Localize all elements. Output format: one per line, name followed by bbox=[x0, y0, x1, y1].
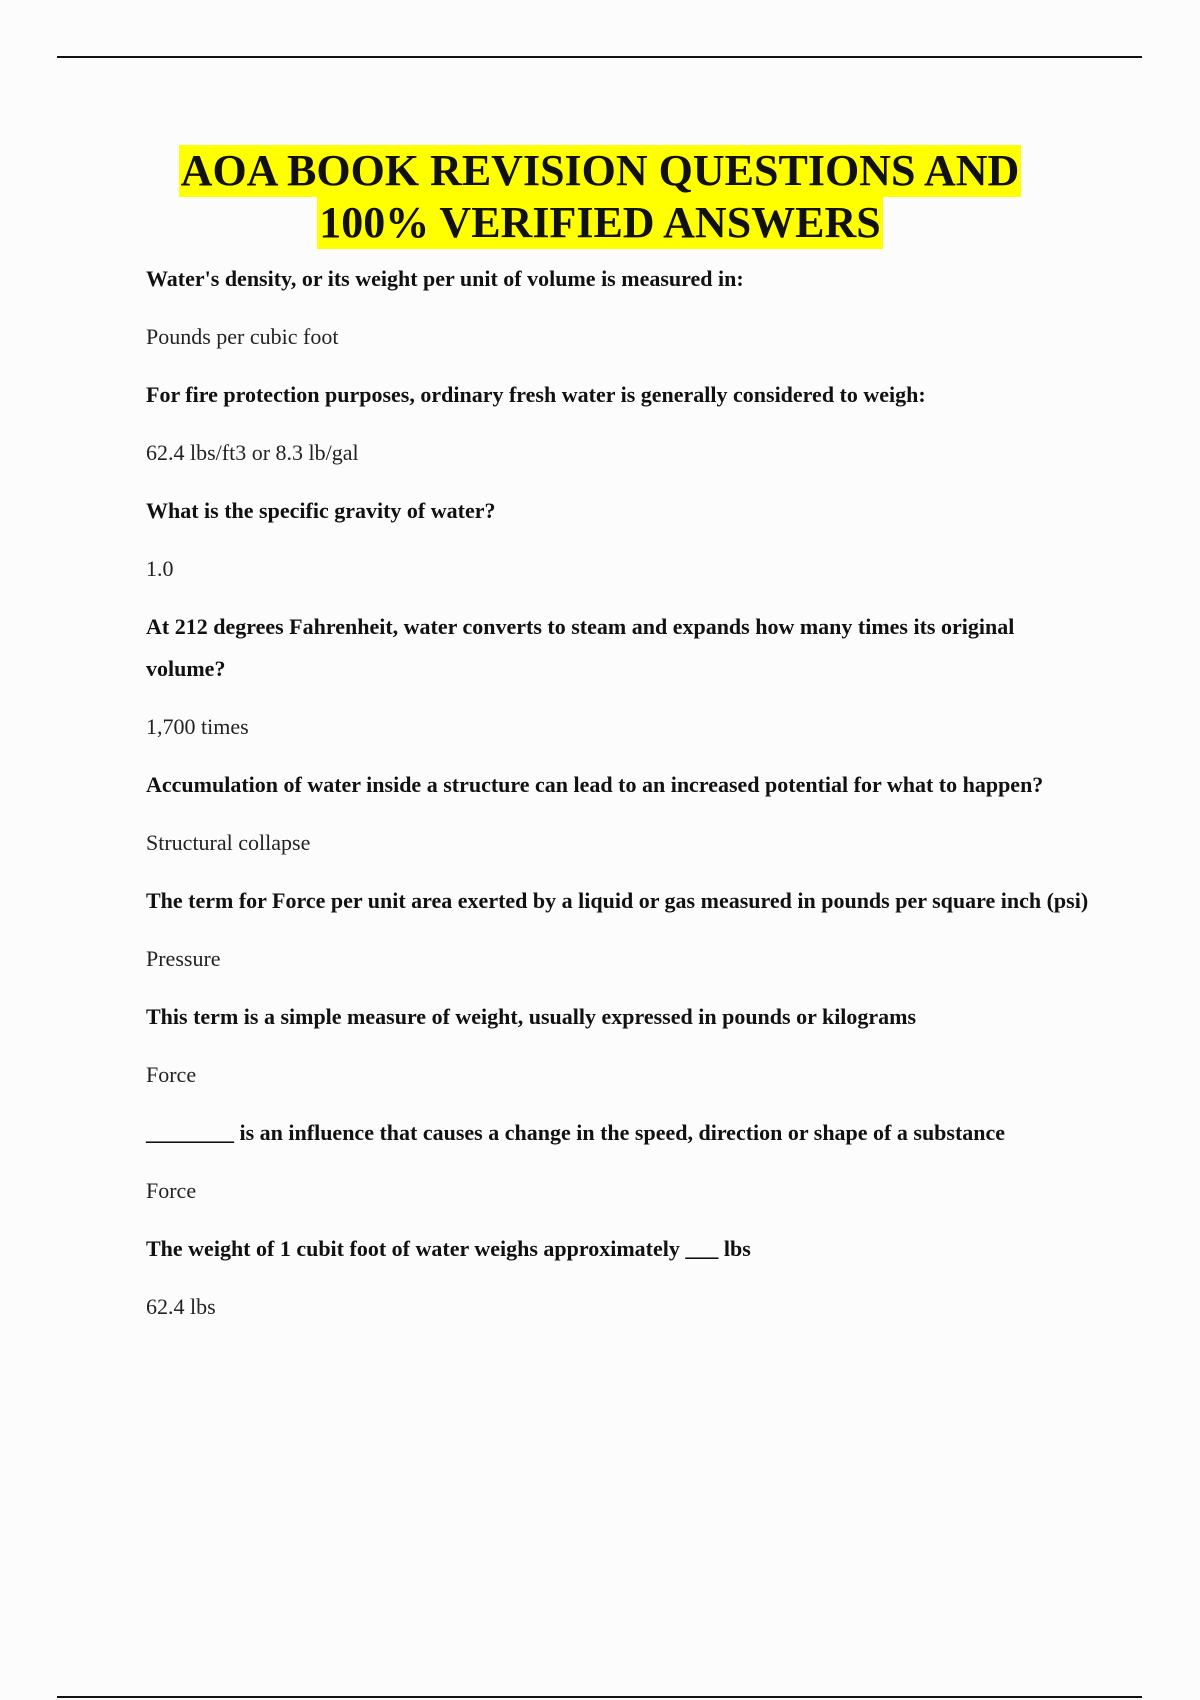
qa-item bbox=[146, 490, 1096, 590]
question-text: At 212 degrees Fahrenheit, water converts to steam and expands how many times its original volume? bbox=[146, 614, 1015, 681]
qa-item bbox=[146, 880, 1096, 980]
qa-list bbox=[146, 258, 1096, 1344]
question-text: The term for Force per unit area exerted by a liquid or gas measured in pounds per square inch (psi) bbox=[146, 888, 1089, 913]
qa-item bbox=[146, 764, 1096, 864]
top-rule bbox=[57, 56, 1142, 58]
answer-text: Pounds per cubic foot bbox=[146, 324, 339, 349]
qa-item bbox=[146, 258, 1096, 358]
answer-text: Structural collapse bbox=[146, 830, 311, 855]
answer-text: Force bbox=[146, 1178, 197, 1203]
question-text: Water's density, or its weight per unit of volume is measured in: bbox=[146, 266, 744, 291]
answer-text: 1.0 bbox=[146, 556, 174, 581]
answer-text: 1,700 times bbox=[146, 714, 249, 739]
question-text: Accumulation of water inside a structure can lead to an increased potential for what to happen? bbox=[146, 772, 1044, 797]
bottom-rule bbox=[57, 1696, 1142, 1698]
question-text: For fire protection purposes, ordinary fresh water is generally considered to weigh: bbox=[146, 382, 926, 407]
answer-text: 62.4 lbs bbox=[146, 1294, 216, 1319]
answer-text: Force bbox=[146, 1062, 197, 1087]
title-line-2: 100% VERIFIED ANSWERS bbox=[319, 198, 881, 247]
answer-text: 62.4 lbs/ft3 or 8.3 lb/gal bbox=[146, 440, 359, 465]
qa-item bbox=[146, 996, 1096, 1096]
qa-item bbox=[146, 606, 1096, 748]
qa-item bbox=[146, 1228, 1096, 1328]
question-text: This term is a simple measure of weight, usually expressed in pounds or kilograms bbox=[146, 1004, 917, 1029]
qa-item bbox=[146, 374, 1096, 474]
title-line-1: AOA BOOK REVISION QUESTIONS AND bbox=[180, 146, 1020, 195]
question-text: What is the specific gravity of water? bbox=[146, 498, 496, 523]
question-text: The weight of 1 cubit foot of water weighs approximately ___ lbs bbox=[146, 1236, 751, 1261]
answer-text: Pressure bbox=[146, 946, 221, 971]
qa-item bbox=[146, 1112, 1096, 1212]
document-title bbox=[0, 145, 1200, 249]
question-text: ________ is an influence that causes a change in the speed, direction or shape of a substance bbox=[146, 1120, 1006, 1145]
